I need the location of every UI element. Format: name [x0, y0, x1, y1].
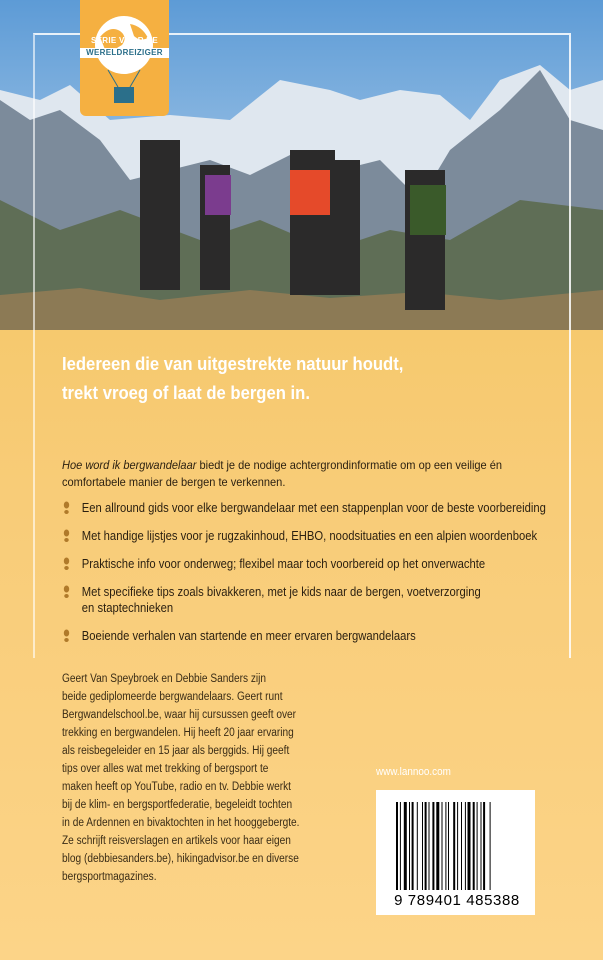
barcode-bar [409, 802, 410, 890]
list-item-text: Praktische info voor onderweg; flexibel maar toch voorbereid op het onverwachte [81, 557, 486, 571]
barcode-bar [465, 802, 466, 890]
list-item [62, 556, 566, 572]
barcode-bar [468, 802, 471, 890]
intro-paragraph [62, 457, 540, 491]
list-item-text: Met specifieke tips zoals bivakkeren, met je kids naar de bergen, voetverzorging en staptechnieken [81, 585, 481, 615]
barcode-bar [417, 802, 418, 890]
feature-list [62, 500, 566, 656]
barcode-bar [477, 802, 478, 890]
author-bio: Geert Van Speybroek en Debbie Sanders zijn beide gediplomeerde bergwandelaars. Geert runt Bergwandelschool.be, waar hij cursussen geeft over trekking en bergwandelen. Hij heeft 20 jaar ervaring als reisbegeleider en 15 jaar als berggids. Hij geeft tips over alles wat met trekking of bergsport te maken heeft op YouTube, radio en tv. Debbie werkt bij de klim- en bergsportfederatie, begeleidt tochten in de Ardennen en bivaktochten in het hooggebergte. Ze schrijft reisverslagen en artikels voor haar eigen blog (debbiesanders.be), hikingadvisor.be en diverse bergsportmagazines. [62, 673, 300, 883]
barcode-bar [412, 802, 414, 890]
footprint-icon [63, 501, 70, 515]
barcode-bar [442, 802, 443, 890]
intro-text: biedt je de nodige achtergrondinformatie om op een veilige én comfortabele manier de bergen te verkennen. [62, 458, 503, 489]
barcode-bar [445, 802, 446, 890]
list-item [62, 584, 494, 616]
barcode-bar [483, 802, 485, 890]
barcode-bar [481, 802, 482, 890]
footprint-icon [63, 629, 70, 643]
barcode-bar [425, 802, 427, 890]
headline-line: Iedereen die van uitgestrekte natuur houdt, [62, 353, 404, 374]
list-item-text: Boeiende verhalen van startende en meer ervaren bergwandelaars [81, 629, 416, 643]
globe-balloon-icon [90, 12, 159, 107]
series-badge [80, 0, 169, 116]
barcode-bar [404, 802, 407, 890]
barcode-bar [429, 802, 430, 890]
barcode-bar [400, 802, 401, 890]
barcode-bar [490, 802, 491, 890]
barcode [376, 790, 535, 915]
barcode-bar [473, 802, 475, 890]
barcode-bar [422, 802, 423, 890]
headline [62, 349, 403, 407]
list-item [62, 628, 566, 644]
barcode-bar [461, 802, 462, 890]
list-item-text: Een allround gids voor elke bergwandelaar met een stappenplan voor de beste voorbereiding [81, 501, 546, 515]
book-title: Hoe word ik bergwandelaar [62, 458, 197, 472]
list-item [62, 528, 566, 544]
footprint-icon [63, 557, 70, 571]
barcode-bar [432, 802, 434, 890]
list-item-text: Met handige lijstjes voor je rugzakinhoud, EHBO, noodsituaties en een alpien woordenboek [81, 529, 538, 543]
barcode-bar [396, 802, 398, 890]
series-line2: WERELDREIZIGER [80, 48, 169, 58]
list-item [62, 500, 566, 516]
isbn-number: 9 789401 485388 [394, 892, 520, 909]
barcode-bar [448, 802, 449, 890]
footprint-icon [63, 529, 70, 543]
publisher-website: www.lannoo.com [376, 766, 451, 778]
footprint-icon [63, 585, 70, 599]
barcode-bar [457, 802, 458, 890]
barcode-bar [453, 802, 455, 890]
barcode-bar [436, 802, 439, 890]
headline-line: trekt vroeg of laat de bergen in. [62, 382, 310, 403]
series-line1: SERIE VOOR DE [90, 36, 159, 45]
